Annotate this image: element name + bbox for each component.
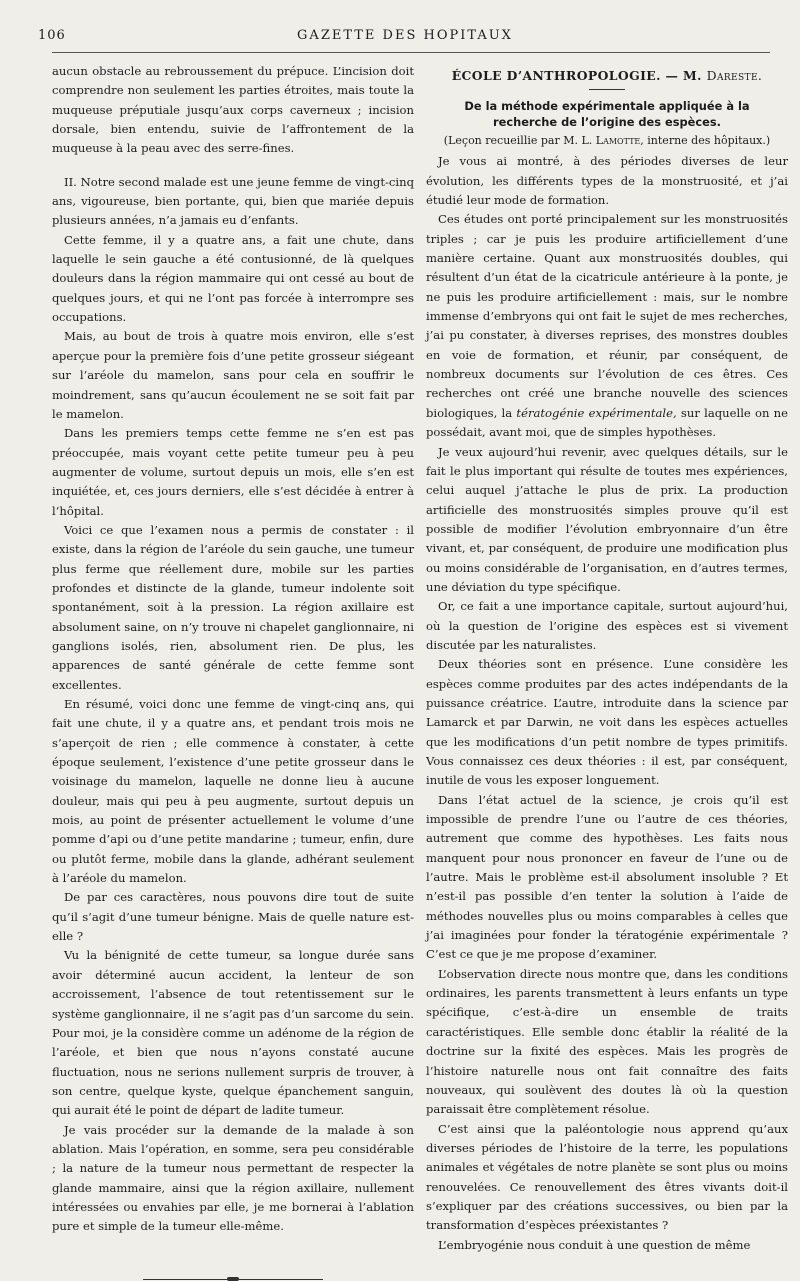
paragraph: [426, 210, 788, 442]
page-number: 106: [38, 28, 66, 43]
paragraph: Voici ce que l’examen nous a permis de constater : il existe, dans la région de l’aréole du sein gauche, une tumeur plus ferme que réellement dure, mobile sur les parties profondes et distincte de la glande, tumeur indolente soit spontanément, soit à la pression. La région axillaire est absolument saine, on n’y trouve ni chapelet ganglionnaire, ni ganglions isolés, rien, absolument rien. De plus, les apparences de santé générale de cette femme sont excellentes.: [52, 522, 414, 692]
section-gap: [52, 159, 414, 173]
paragraph: Je vous ai montré, à des périodes diverses de leur évolution, les différents types de la monstruosité, et j’ai étudié leur mode de formation.: [426, 154, 788, 208]
paragraph: Dans les premiers temps cette femme ne s’en est pas préoccupée, mais voyant cette petite tumeur peu à peu augmenter de volume, surtout depuis un mois, elle s’en est inquiétée, et, ces jours derniers, elle s’est décidée à entrer à l’hôpital.: [52, 426, 414, 518]
paragraph: Cette femme, il y a quatre ans, a fait une chute, dans laquelle le sein gauche a été contusionné, de là quelques douleurs dans la région mammaire qui ont cessé au bout de quelques jours, et qui ne l’ont pas forcée à interrompre ses occupations.: [52, 232, 414, 325]
journal-title: GAZETTE DES HOPITAUX: [297, 28, 513, 43]
paragraph: L’observation directe nous montre que, dans les conditions ordinaires, les parents transmettent à leurs enfants un type spécifique, c’est-à-dire un ensemble de traits caractéristiques. Elle semble donc établir la réalité de la doctrine sur la fixité des espèces. Mais les progrès de l’histoire naturelle nous ont fait connaître des faits nouveaux, qui soulèvent des doutes là où la question paraissait être complètement résolue.: [426, 966, 788, 1117]
italic-term: tératogénie expérimentale,: [516, 405, 677, 420]
right-column: [426, 62, 788, 1255]
end-ornament-rule: [143, 1279, 323, 1280]
school-title: ÉCOLE D’ANTHROPOLOGIE. — M.: [451, 68, 702, 83]
recorder-name: Lamotte,: [595, 134, 644, 148]
paragraph: Je vais procéder sur la demande de la malade à son ablation. Mais l’opération, en somme, sera peu considérable ; la nature de la tumeur nous permettant de respecter la glande mammaire, ainsi que la région axillaire, nullement intéressées ou envahies par elle, je me bornerai à l’ablation pure et simple de la tumeur elle-même.: [52, 1122, 414, 1234]
paragraph-text: sur laquelle on ne possédait, avant moi, que de simples hypothèses.: [426, 405, 789, 440]
lecture-note-suffix: interne des hôpitaux.): [647, 134, 771, 148]
page-header: [38, 28, 772, 48]
left-column: [52, 62, 414, 1280]
paragraph: Vu la bénignité de cette tumeur, sa longue durée sans avoir déterminé aucun accident, la lenteur de son accroissement, l’absence de tout retentissement sur le système ganglionnaire, il ne s’agit pas d’un sarcome du sein. Pour moi, je la considère comme un adénome de la région de l’aréole, et bien que nous n’ayons constaté aucune fluctuation, nous ne serions nullement surpris de trouver, à son centre, quelque kyste, quelque épanchement sanguin, qui aurait été le point de départ de ladite tumeur.: [52, 948, 414, 1118]
paragraph: Deux théories sont en présence. L’une considère les espèces comme produites par des actes indépendants de la puissance créatrice. L’autre, introduite dans la science par Lamarck et par Darwin, ne voit dans les espèces actuelles que les modifications d’un petit nombre de types primitifs. Vous connaissez ces deux théories : il est, par conséquent, inutile de vous les exposer longuement.: [426, 657, 788, 788]
paragraph: Dans l’état actuel de la science, je crois qu’il est impossible de prendre l’une ou l’autre de ces théories, autrement que comme des hypothèses. Les faits nous manquent pour nous prononcer en faveur de l’une ou de l’autre. Mais le problème est-il absolument insoluble ? Et n’est-il pas possible d’en tenter la solution à l’aide de méthodes nouvelles plus ou moins comparables à celles que j’ai imaginées pour fonder la tératogénie expérimentale ? C’est ce que je me propose d’examiner.: [426, 792, 788, 962]
paragraph-text: Ces études ont porté principalement sur les monstruosités triples ; car je puis les produire artificiellement d’une manière certaine. Quant aux monstruosités doubles, qui résultent d’un état de la cicatricule antérieure à la ponte, je ne puis les produire artificiellement : mais, sur le nombre immense d’embryons qui ont fait le sujet de mes recherches, j’ai pu constater, à diverses reprises, des monstres doubles en voie de formation, et réunir, par conséquent, de nombreux documents sur l’évolution de ces êtres. Ces recherches ont créé une branche nouvelle des sciences biologiques, la: [426, 212, 788, 420]
paragraph: C’est ainsi que la paléontologie nous apprend qu’aux diverses périodes de l’histoire de la terre, les populations animales et végétales de notre planète se sont plus ou moins renouvelées. Ce renouvellement des êtres vivants doit-il s’expliquer par des créations successives, ou bien par la transformation d’espèces préexistantes ?: [426, 1121, 788, 1233]
paragraph: De par ces caractères, nous pouvons dire tout de suite qu’il s’agit d’une tumeur bénigne. Mais de quelle nature est-elle ?: [52, 890, 414, 944]
paragraph: II. Notre second malade est une jeune femme de vingt-cinq ans, vigoureuse, bien portante, qui, bien que mariée depuis plusieurs années, n’a jamais eu d’enfants.: [52, 174, 414, 228]
paragraph: En résumé, voici donc une femme de vingt-cinq ans, qui fait une chute, il y a quatre ans, et pendant trois mois ne s’aperçoit de rien ; elle commence à constater, à cette époque seulement, l’existence d’une petite grosseur dans le voisinage du mamelon, laquelle ne donne lieu à aucune douleur, mais qui peu à peu augmente, surtout depuis un mois, au point de présenter actuellement le volume d’une pomme d’api ou d’une petite mandarine ; tumeur, enfin, dure ou plutôt ferme, mobile dans la glande, adhérant seulement à l’aréole du mamelon.: [52, 697, 414, 886]
paragraph: L’embryogénie nous conduit à une question de même: [438, 1237, 751, 1252]
paragraph: Or, ce fait a une importance capitale, surtout aujourd’hui, où la question de l’origine des espèces est si vivement discutée par les naturalistes.: [426, 599, 788, 652]
short-rule: [589, 89, 625, 90]
section-heading: [426, 66, 788, 85]
article-title: De la méthode expérimentale appliquée à la recherche de l’origine des espèces.: [464, 99, 750, 130]
paragraph: Mais, au bout de trois à quatre mois environ, elle s’est aperçue pour la première fois d’une petite grosseur siégeant sur l’aréole du mamelon, sans pour cela en souffrir le moindrement, sans qu’aucun écoulement ne se soit fait par le mamelon.: [52, 329, 414, 421]
paragraph: aucun obstacle au rebroussement du prépuce. L’incision doit comprendre non seulement les parties étroites, mais toute la muqueuse préputiale jusqu’aux corps caverneux ; incision dorsale, bien entendu, suivie de l’affrontement de la muqueuse à la peau avec des serre-fines.: [52, 64, 414, 156]
lecture-note-prefix: (Leçon recueillie par M. L.: [443, 134, 593, 148]
lecturer-name: Dareste.: [706, 68, 763, 83]
lecture-note: [426, 132, 788, 150]
header-rule: [52, 52, 770, 53]
paragraph: Je veux aujourd’hui revenir, avec quelques détails, sur le fait le plus important qui résulte de toutes mes expériences, celui auquel j’attache le plus de prix. La production artificielle des monstruosités simples prouve qu’il est possible de modifier l’évolution embryonnaire d’un être vivant, et, par conséquent, de produire une modification plus ou moins considérable de l’organisation, en d’autres termes, une déviation du type spécifique.: [426, 444, 788, 594]
